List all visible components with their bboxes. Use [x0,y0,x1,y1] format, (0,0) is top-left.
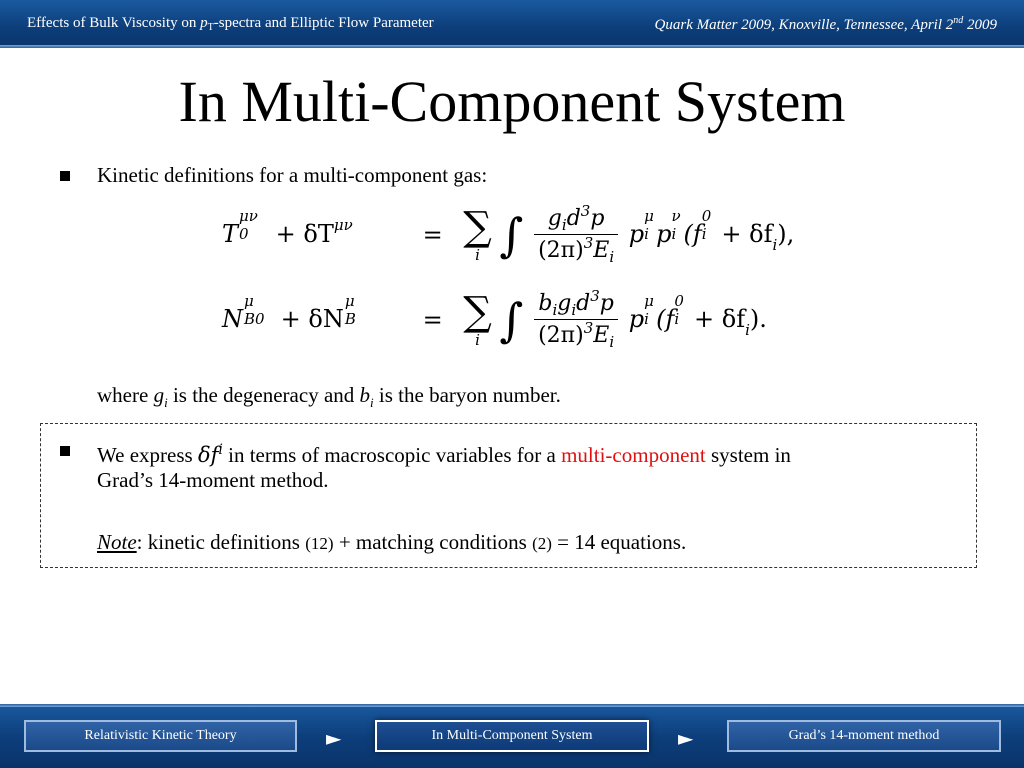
footer-nav-bar [0,704,1024,768]
nav-arrow-right-icon: ► [678,726,694,750]
bullet-square-icon [60,446,70,456]
slide-title: In Multi-Component System [178,69,846,134]
equation-energy-momentum: T μν 0 + $\delta T^{\mu\nu}$ = ∑ i ∫ $\frac{g_id^3p}{(2\pi)^3E_i}$ p μ i p ν i (f 0 i + $\delta f_i$), [222,202,795,266]
nav-relativistic-kinetic-theory[interactable]: Relativistic Kinetic Theory [24,720,297,752]
header-right-conference: Quark Matter 2009, Knoxville, Tennessee, April 2nd 2009 [654,15,997,33]
bullet-grad-line2: Grad’s 14-moment method. [97,468,329,492]
bullet-square-icon [60,171,70,181]
integral-symbol: ∫ [499,292,524,347]
fraction: $\frac{g_id^3p}{(2\pi)^3E_i}$ [534,206,618,263]
nav-arrow-right-icon: ► [326,726,342,750]
summation-symbol: ∑ i [463,203,492,264]
note-line: Note: kinetic definitions (12) + matching conditions (2) = 14 equations. [97,530,687,554]
bullet-grad-expression: We express $\delta f^i$ in terms of macroscopic variables for a multi-component system in [97,442,791,467]
nav-in-multi-component-system[interactable]: In Multi-Component System [375,720,649,752]
nav-grads-14-moment-method[interactable]: Grad’s 14-moment method [727,720,1001,752]
fraction: $\frac{b_ig_id^3p}{(2\pi)^3E_i}$ [534,291,618,348]
integral-symbol: ∫ [499,207,524,262]
where-note: where $g_i$ is the degeneracy and $b_i$ is the baryon number. [97,383,561,411]
multi-component-highlight: multi-component [561,443,706,467]
header-left-title: Effects of Bulk Viscosity on $p_T$-spectra and Elliptic Flow Parameter [27,15,434,33]
summation-symbol: ∑ i [463,288,492,349]
note-label: Note [97,530,137,554]
header-bar [0,0,1024,48]
bullet-kinetic-definitions: Kinetic definitions for a multi-component gas: [97,163,488,187]
equation-baryon-current: N μ B0 + δN μ B = ∑ i ∫ $\frac{b_ig_id^3p}{(2\pi)^3E_i}$ p μ i (f 0 i + $\delta f_i$). [222,287,767,351]
